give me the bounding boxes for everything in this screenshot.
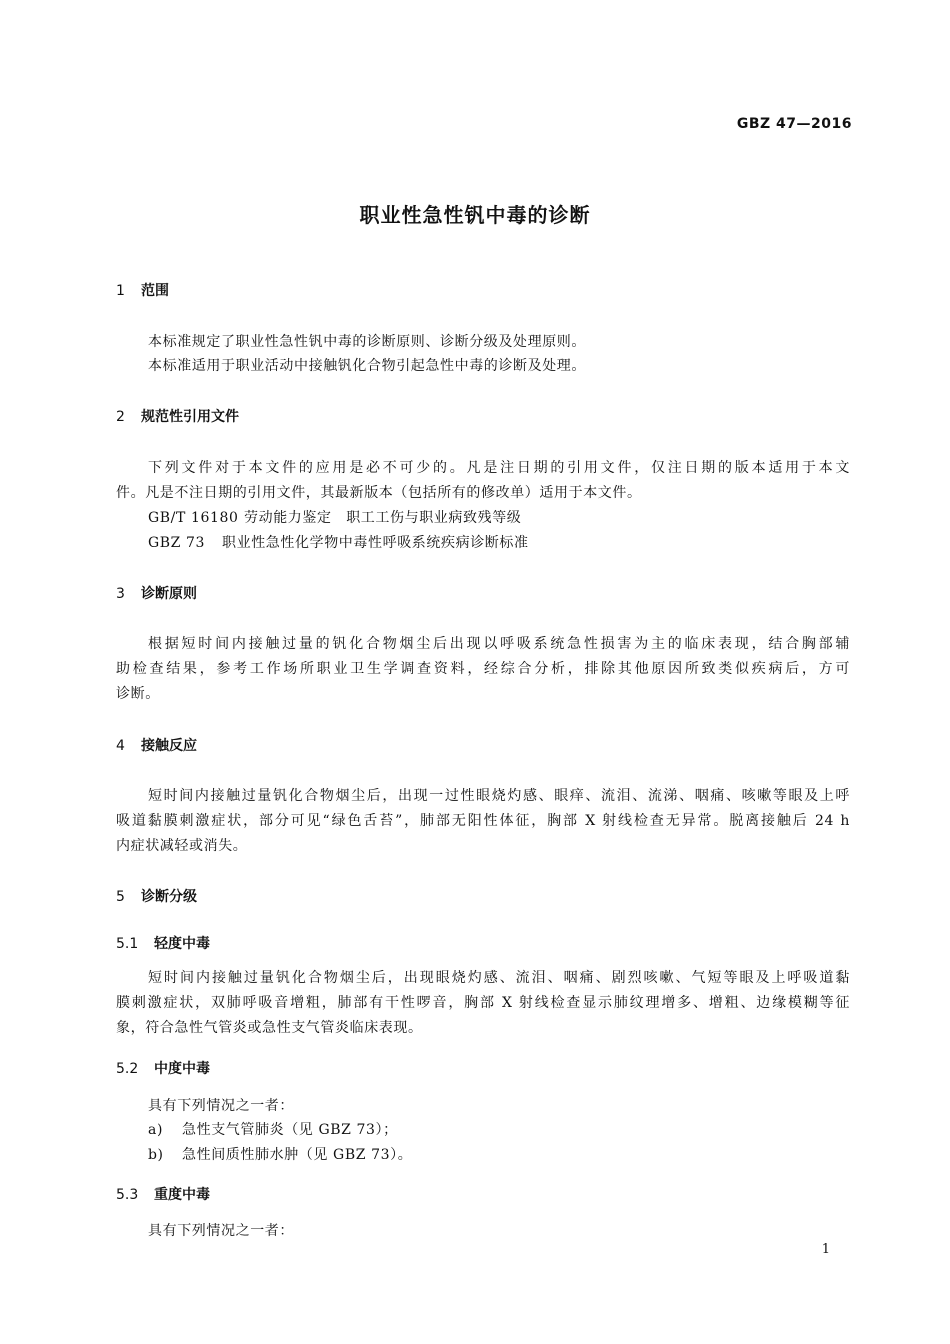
section-2-heading [116, 406, 239, 426]
section-title: 重度中毒 [154, 1187, 210, 1203]
section-1-heading [116, 280, 169, 300]
list-item-text: 急性间质性肺水肿（见 GBZ 73）。 [182, 1147, 413, 1163]
section-number: 5.1 [116, 936, 139, 952]
reference-title: 职业性急性化学物中毒性呼吸系统疾病诊断标准 [222, 535, 529, 551]
paragraph-line: 象，符合急性气管炎或急性支气管炎临床表现。 [116, 1020, 423, 1036]
paragraph-line: 吸道黏膜刺激症状，部分可见“绿色舌苔”，肺部无阳性体征，胸部 X 射线检查无异常。脱离接触后 24 h [116, 813, 850, 829]
section-4-heading [116, 735, 197, 755]
section-number: 4 [116, 738, 125, 754]
section-title: 范围 [141, 283, 169, 299]
paragraph-line: 具有下列情况之一者： [148, 1098, 294, 1114]
reference-code: GBZ 73 [148, 535, 206, 551]
section-5-3-heading [116, 1184, 210, 1204]
section-number: 5 [116, 889, 125, 905]
section-3-heading [116, 583, 197, 603]
paragraph-line: 助检查结果，参考工作场所职业卫生学调查资料，经综合分析，排除其他原因所致类似疾病后，方可 [116, 661, 850, 677]
section-5-1-heading [116, 933, 210, 953]
page-number: 1 [821, 1242, 830, 1257]
reference-entry [148, 532, 529, 552]
standard-code: GBZ 47—2016 [736, 116, 852, 132]
section-title: 中度中毒 [154, 1061, 210, 1077]
section-number: 5.2 [116, 1061, 139, 1077]
section-title: 轻度中毒 [154, 936, 210, 952]
paragraph-line: 具有下列情况之一者： [148, 1223, 294, 1239]
section-number: 3 [116, 586, 125, 602]
reference-code: GB/T 16180 [148, 510, 239, 526]
paragraph-line: 诊断。 [116, 686, 160, 702]
paragraph-line: 膜刺激症状，双肺呼吸音增粗，肺部有干性啰音，胸部 X 射线检查显示肺纹理增多、增粗、边缘模糊等征 [116, 995, 850, 1011]
reference-entry [148, 507, 521, 527]
list-item-text: 急性支气管肺炎（见 GBZ 73）； [182, 1122, 398, 1138]
section-5-2-heading [116, 1058, 210, 1078]
list-item-label: a) [148, 1122, 164, 1138]
list-item-label: b) [148, 1147, 164, 1163]
paragraph-line: 本标准适用于职业活动中接触钒化合物引起急性中毒的诊断及处理。 [148, 358, 586, 374]
reference-title: 劳动能力鉴定 职工工伤与职业病致残等级 [244, 510, 522, 526]
section-title: 诊断原则 [141, 586, 197, 602]
section-number: 2 [116, 409, 125, 425]
paragraph-line: 件。凡是不注日期的引用文件，其最新版本（包括所有的修改单）适用于本文件。 [116, 485, 642, 501]
paragraph-line: 下列文件对于本文件的应用是必不可少的。凡是注日期的引用文件，仅注日期的版本适用于本文 [148, 460, 850, 476]
section-title: 诊断分级 [141, 889, 197, 905]
section-title: 规范性引用文件 [141, 409, 239, 425]
section-number: 5.3 [116, 1187, 139, 1203]
section-number: 1 [116, 283, 125, 299]
list-item [148, 1144, 412, 1164]
document-title: 职业性急性钒中毒的诊断 [359, 203, 591, 227]
paragraph-line: 根据短时间内接触过量的钒化合物烟尘后出现以呼吸系统急性损害为主的临床表现，结合胸部辅 [148, 636, 850, 652]
paragraph-line: 本标准规定了职业性急性钒中毒的诊断原则、诊断分级及处理原则。 [148, 334, 586, 350]
paragraph-line: 内症状减轻或消失。 [116, 838, 248, 854]
list-item [148, 1119, 398, 1139]
paragraph-line: 短时间内接触过量钒化合物烟尘后，出现一过性眼烧灼感、眼痒、流泪、流涕、咽痛、咳嗽等眼及上呼 [148, 788, 850, 804]
paragraph-line: 短时间内接触过量钒化合物烟尘后，出现眼烧灼感、流泪、咽痛、剧烈咳嗽、气短等眼及上呼吸道黏 [148, 970, 850, 986]
section-5-heading [116, 886, 197, 906]
section-title: 接触反应 [141, 738, 197, 754]
